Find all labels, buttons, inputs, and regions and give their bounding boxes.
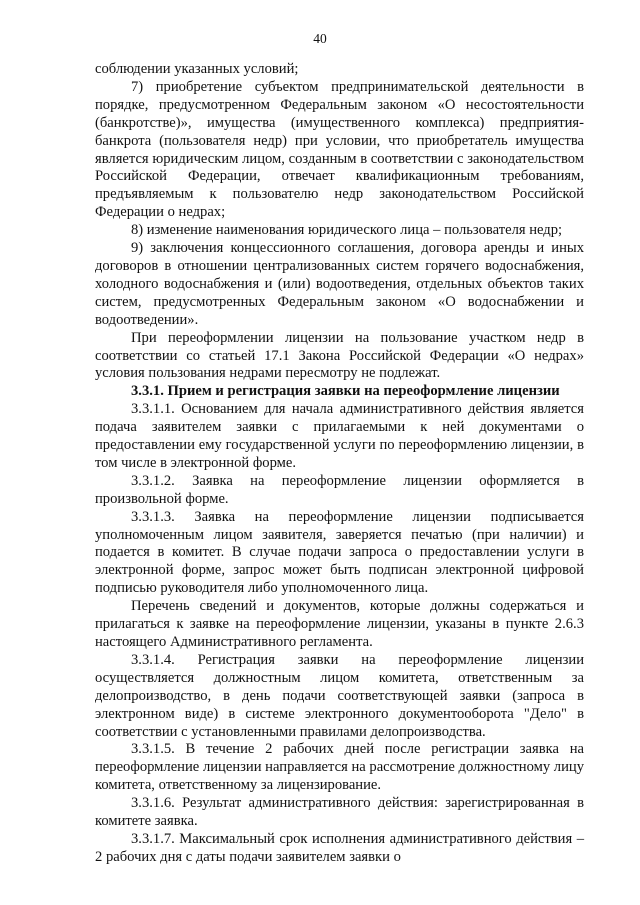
paragraph-3-3-1-1: 3.3.1.1. Основанием для начала административного действия является подача заявителем заявки с прилагаемыми к ней документами о предоставлении ему государственной услуги по переоформлению лицензии, в том числе в электронной форме. [95, 401, 584, 471]
paragraph-item-8: 8) изменение наименования юридического лица – пользователя недр; [131, 222, 563, 239]
document-body [95, 61, 584, 867]
paragraph-3-3-1-4: 3.3.1.4. Регистрация заявки на переоформление лицензии осуществляется должностным лицом комитета, ответственным за делопроизводство, в день подачи соответствующей заявки (запроса в электронном виде) в системе электронного документооборота "Дело" в соответствии с установленными правилами делопроизводства. [95, 651, 584, 740]
paragraph-reissue-note: При переоформлении лицензии на пользование участком недр в соответствии со статьей 17.1 Закона Российской Федерации «О недрах» условия пользования недрами пересмотру не подлежат. [95, 329, 584, 382]
paragraph-continuation: соблюдении указанных условий; [95, 61, 299, 77]
paragraph-item-7: 7) приобретение субъектом предпринимательской деятельности в порядке, предусмотренном Федеральным законом «О несостоятельности (банкротстве)», имущества (имущественного комплекса) предприятия-банкрота (пользователя недр) при условии, что приобретатель имущества является юридическим лицом, созданным в соответствии с законодательством Российской Федерации, отвечает квалификационным требованиям, предъявляемым к пользователю недр законодательством Российской Федерации о недрах; [95, 78, 584, 221]
paragraph-3-3-1-7: 3.3.1.7. Максимальный срок исполнения административного действия – 2 рабочих дня с даты подачи заявителем заявки о [95, 830, 584, 865]
paragraph-3-3-1-2: 3.3.1.2. Заявка на переоформление лицензии оформляется в произвольной форме. [95, 472, 584, 507]
section-heading-3-3-1: 3.3.1. Прием и регистрация заявки на переоформление лицензии [131, 383, 560, 400]
paragraph-3-3-1-5: 3.3.1.5. В течение 2 рабочих дней после регистрации заявка на переоформление лицензии направляется на рассмотрение должностному лицу комитета, ответственному за лицензирование. [95, 741, 584, 794]
paragraph-3-3-1-3: 3.3.1.3. Заявка на переоформление лицензии подписывается уполномоченным лицом заявителя, заверяется печатью (при наличии) и подается в комитет. В случае подачи запроса о предоставлении услуги в электронной форме, запрос может быть подписан электронной цифровой подписью руководителя либо уполномоченного лица. [95, 508, 584, 597]
paragraph-documents-list: Перечень сведений и документов, которые должны содержаться и прилагаться к заявке на переоформление лицензии, указаны в пункте 2.6.3 настоящего Административного регламента. [95, 598, 584, 650]
page-number: 40 [313, 31, 327, 46]
paragraph-item-9: 9) заключения концессионного соглашения, договора аренды и иных договоров в отношении централизованных систем горячего водоснабжения, холодного водоснабжения и (или) водоотведения, отдельных объектов таких систем, предусмотренных Федеральным законом «О водоснабжении и водоотведении». [95, 240, 584, 328]
paragraph-3-3-1-6: 3.3.1.6. Результат административного действия: зарегистрированная в комитете заявка. [95, 795, 584, 830]
